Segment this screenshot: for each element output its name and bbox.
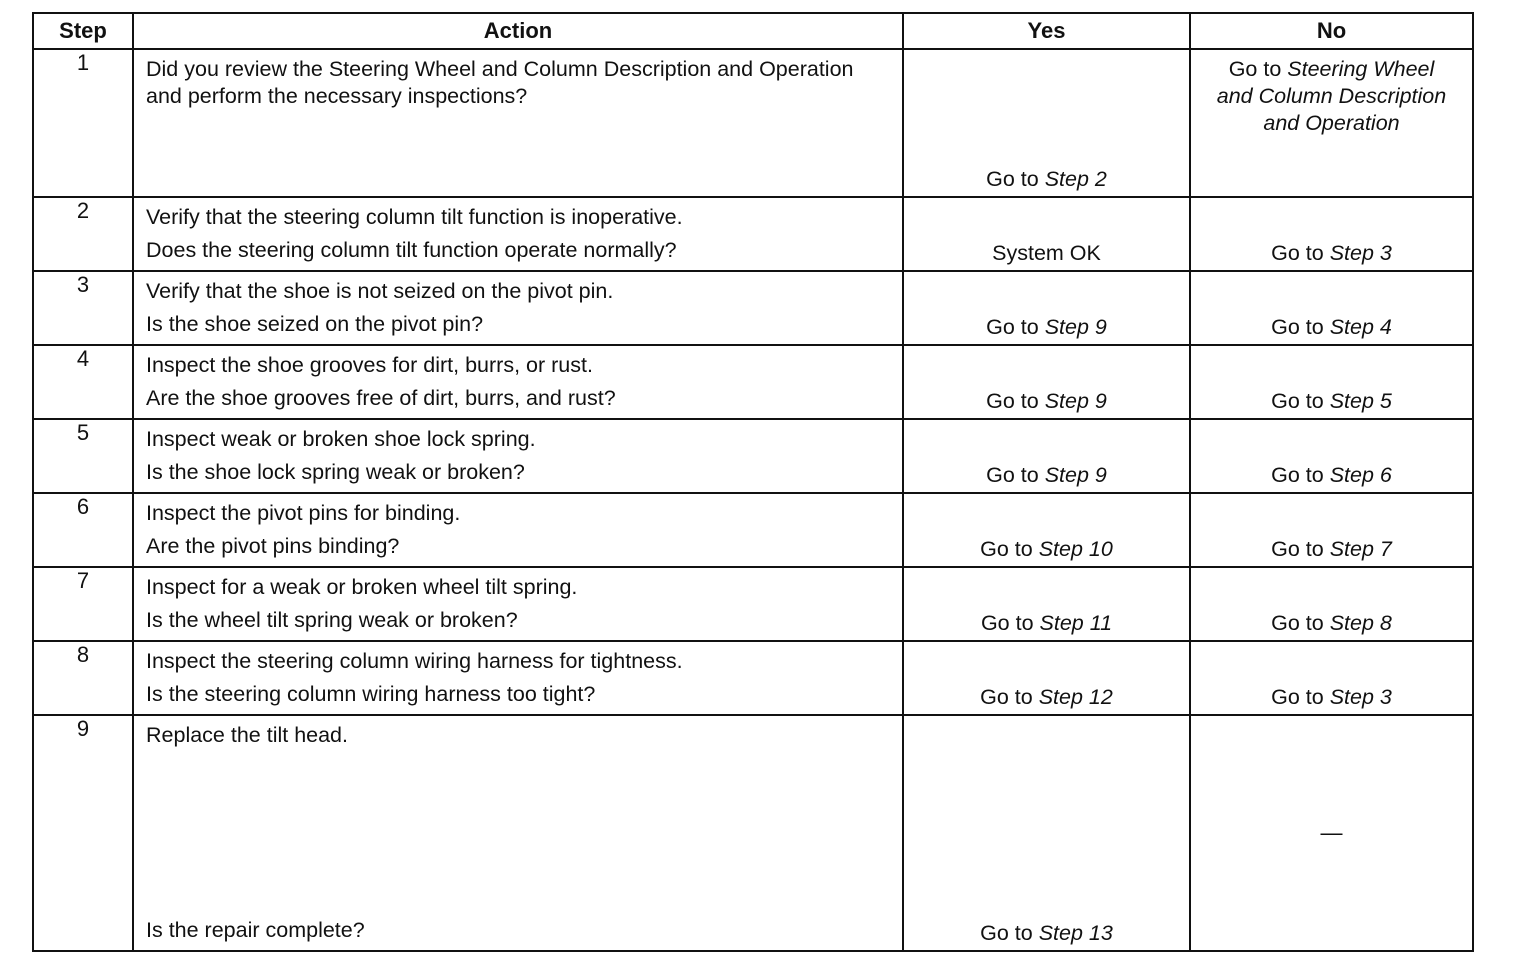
action-instruction: Inspect the pivot pins for binding. [146,501,461,525]
action-cell [133,419,903,493]
yes-cell [903,271,1190,345]
yes-answer [904,389,1189,414]
yes-answer [904,167,1189,192]
no-cell [1190,419,1473,493]
table-row [33,493,1473,567]
goto-prefix: Go to [1271,685,1324,709]
step-link[interactable]: Step 5 [1329,389,1392,413]
yes-answer [904,921,1189,946]
yes-answer [904,685,1189,710]
step-link[interactable]: Step 9 [1044,315,1107,339]
action-instruction: Inspect weak or broken shoe lock spring. [146,427,536,451]
yes-answer [904,463,1189,488]
yes-cell [903,641,1190,715]
header-row [33,13,1473,49]
goto-prefix: Go to [1228,57,1282,81]
step-link[interactable]: Step 3 [1329,685,1392,709]
action-instruction: Verify that the shoe is not seized on the pivot pin. [146,279,614,303]
goto-prefix: Go to [1271,611,1324,635]
no-answer [1191,389,1472,414]
no-cell [1190,49,1473,197]
action-instruction: Inspect the steering column wiring harness for tightness. [146,649,683,673]
goto-prefix: Go to [986,389,1039,413]
no-answer-dash: — [1320,820,1343,845]
goto-prefix: Go to [980,685,1033,709]
no-answer [1191,685,1472,710]
action-cell [133,641,903,715]
step-link[interactable]: Step 2 [1044,167,1107,191]
goto-prefix: Go to [1271,315,1324,339]
no-cell [1190,493,1473,567]
table-row [33,641,1473,715]
step-link[interactable]: Step 6 [1329,463,1392,487]
step-link[interactable]: Step 4 [1329,315,1392,339]
yes-cell [903,715,1190,951]
yes-cell [903,345,1190,419]
step-number: 4 [33,345,133,419]
diagnostic-table [32,12,1474,952]
yes-answer [904,537,1189,562]
action-question: Is the shoe lock spring weak or broken? [146,460,525,484]
goto-prefix: Go to [986,167,1039,191]
action-question: Is the repair complete? [146,918,365,942]
reference-link[interactable]: Steering Wheel and Column Description and Operation [1216,57,1447,135]
table-row [33,345,1473,419]
header-action: Action [133,13,903,49]
action-cell [133,197,903,271]
step-link[interactable]: Step 8 [1329,611,1392,635]
step-number: 1 [33,49,133,197]
action-question: Are the shoe grooves free of dirt, burrs, and rust? [146,386,616,410]
step-number: 7 [33,567,133,641]
action-question: Are the pivot pins binding? [146,534,400,558]
goto-prefix: Go to [1271,241,1324,265]
step-link[interactable]: Step 7 [1329,537,1392,561]
yes-cell [903,493,1190,567]
goto-prefix: Go to [980,537,1033,561]
yes-answer: System OK [992,241,1101,265]
step-link[interactable]: Step 13 [1038,921,1113,945]
step-link[interactable]: Step 11 [1039,611,1113,635]
action-cell [133,493,903,567]
no-cell [1190,567,1473,641]
step-number: 5 [33,419,133,493]
no-answer [1191,611,1472,636]
action-cell [133,567,903,641]
action-question: Is the shoe seized on the pivot pin? [146,312,484,336]
action-cell [133,345,903,419]
action-instruction: Inspect for a weak or broken wheel tilt spring. [146,575,578,599]
yes-cell [903,419,1190,493]
action-question: Is the wheel tilt spring weak or broken? [146,608,518,632]
table-row [33,419,1473,493]
action-question: Is the steering column wiring harness too tight? [146,682,596,706]
step-number: 3 [33,271,133,345]
goto-prefix: Go to [1271,389,1324,413]
step-link[interactable]: Step 10 [1038,537,1113,561]
yes-cell [903,567,1190,641]
header-yes: Yes [903,13,1190,49]
no-answer [1191,537,1472,562]
action-cell [133,271,903,345]
goto-prefix: Go to [1271,463,1324,487]
no-cell [1190,271,1473,345]
goto-prefix: Go to [1271,537,1324,561]
yes-cell [903,197,1190,271]
no-cell [1190,641,1473,715]
step-number: 6 [33,493,133,567]
step-number: 8 [33,641,133,715]
no-answer [1191,315,1472,340]
step-link[interactable]: Step 12 [1038,685,1113,709]
table-row [33,567,1473,641]
no-answer [1191,241,1472,266]
step-link[interactable]: Step 3 [1329,241,1392,265]
goto-prefix: Go to [980,921,1033,945]
yes-cell [903,49,1190,197]
step-number: 2 [33,197,133,271]
table-row [33,197,1473,271]
action-instruction: Replace the tilt head. [146,723,348,747]
no-answer [1191,56,1472,137]
step-link[interactable]: Step 9 [1044,389,1107,413]
yes-answer [904,611,1189,636]
no-cell [1190,345,1473,419]
action-text: Did you review the Steering Wheel and Column Description and Operation and perform the necessary inspections? [146,57,854,108]
no-cell [1190,197,1473,271]
action-instruction: Verify that the steering column tilt function is inoperative. [146,205,683,229]
action-cell [133,49,903,197]
step-link[interactable]: Step 9 [1044,463,1107,487]
goto-prefix: Go to [980,611,1034,635]
table-row [33,271,1473,345]
table-row [33,715,1473,951]
action-instruction: Inspect the shoe grooves for dirt, burrs, or rust. [146,353,593,377]
action-cell [133,715,903,951]
header-step: Step [33,13,133,49]
no-answer [1191,463,1472,488]
yes-answer [904,315,1189,340]
no-cell [1190,715,1473,951]
goto-prefix: Go to [986,463,1039,487]
action-question: Does the steering column tilt function operate normally? [146,238,677,262]
table-row [33,49,1473,197]
header-no: No [1190,13,1473,49]
step-number: 9 [33,715,133,951]
goto-prefix: Go to [986,315,1039,339]
